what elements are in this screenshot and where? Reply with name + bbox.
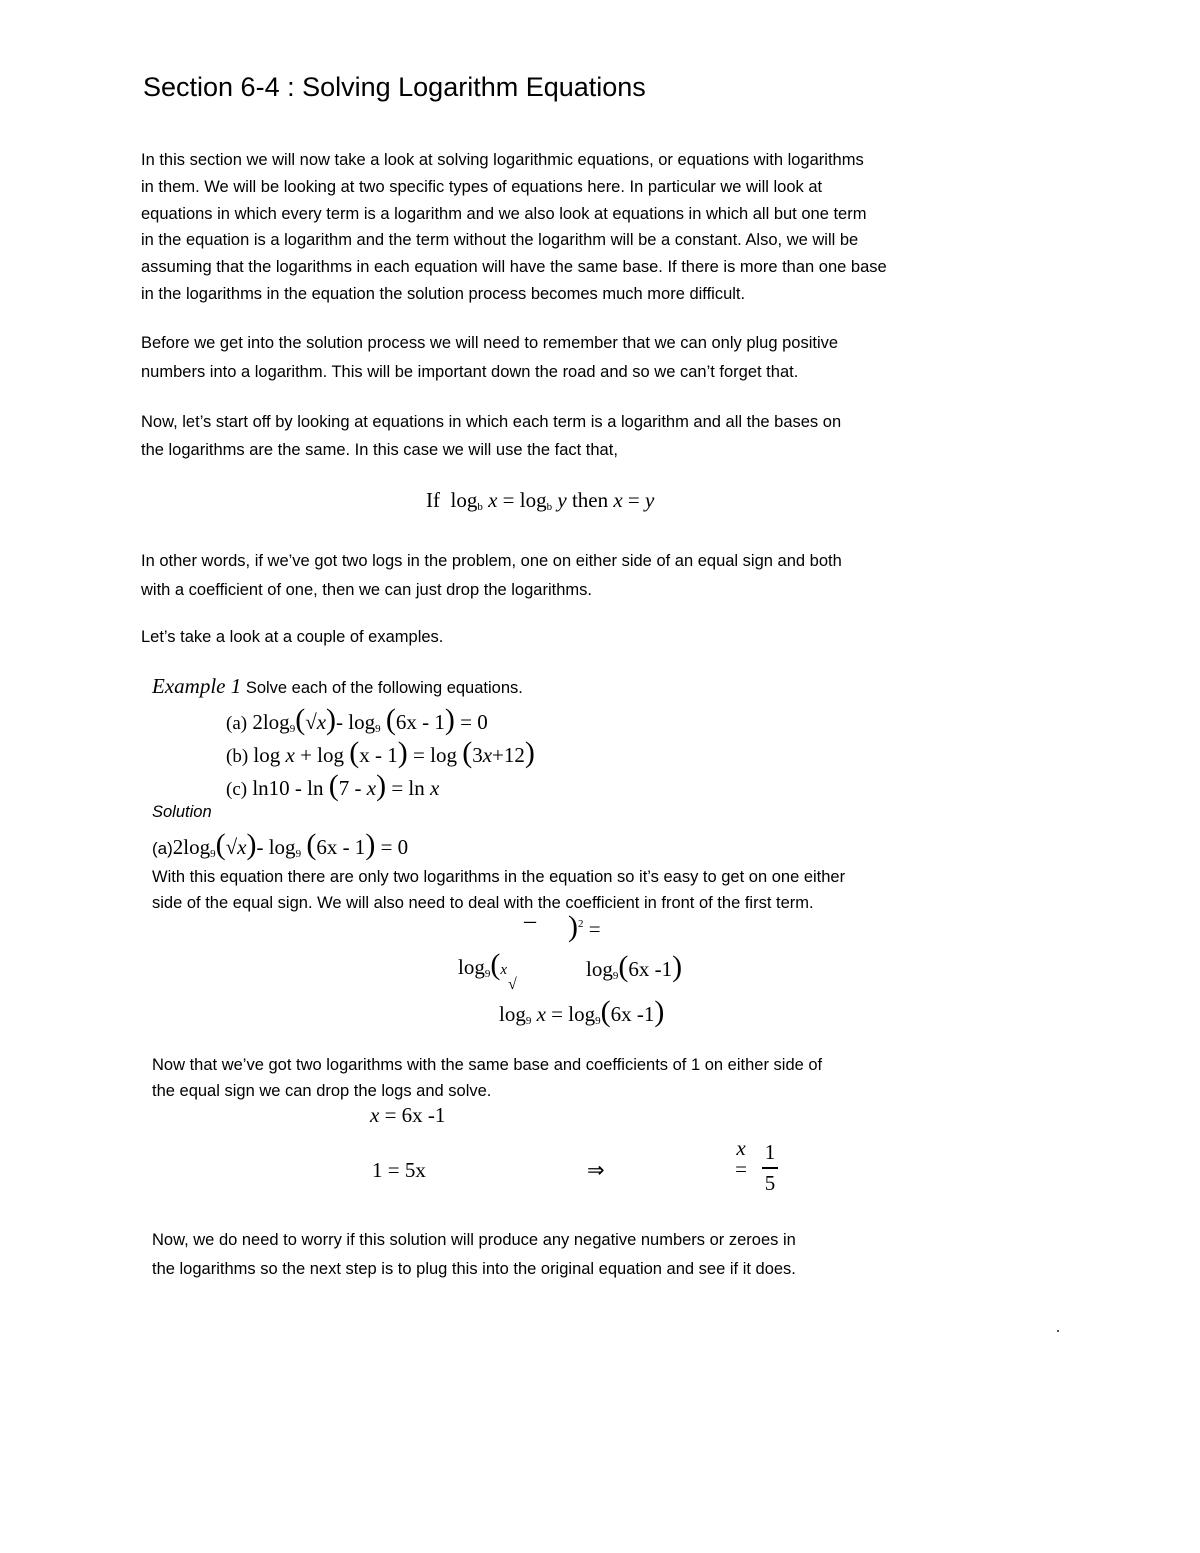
fraction <box>762 1140 778 1196</box>
example-item-a <box>226 703 488 737</box>
example-prompt: Solve each of the following equations. <box>245 679 523 697</box>
text-line: side of the equal sign. We will also need to deal with the coefficient in front of the first term. <box>152 894 814 912</box>
rule-base: b <box>546 501 553 513</box>
check-paragraph <box>152 1226 796 1284</box>
sqrt-icon: √ <box>305 710 317 734</box>
item-c-eq: = ln <box>391 776 425 800</box>
paren-left: ( <box>490 948 501 981</box>
paren-left: ( <box>618 950 629 983</box>
drop-and-solve-paragraph <box>152 1052 822 1104</box>
paren-right: ) <box>376 769 387 802</box>
item-b-x: x <box>285 743 295 767</box>
text-line: assuming that the logarithms in each equation will have the same base. If there is more than one base <box>141 258 887 277</box>
item-tag: (b) <box>226 746 249 767</box>
item-tag: (a) <box>226 713 248 734</box>
step-exponent: 2 <box>578 918 584 930</box>
paren-left: ( <box>600 995 611 1028</box>
text-line: in them. We will be looking at two specific types of equations here. In particular we will look at <box>141 177 823 196</box>
step-rhs-arg: 6x -1 <box>610 1002 655 1026</box>
example-item-b <box>226 736 535 770</box>
solve-result-x: x <box>736 1136 746 1160</box>
paren-left: ( <box>328 769 339 802</box>
sol-a-rhs: = 0 <box>380 835 409 859</box>
example-item-c <box>226 769 439 803</box>
solve-result-fraction <box>762 1140 778 1196</box>
text-line: the equal sign we can drop the logs and solve. <box>152 1082 492 1100</box>
sol-a-base: 9 <box>295 848 302 860</box>
stray-dot <box>1057 1330 1059 1332</box>
examples-intro: Let’s take a look at a couple of examples. <box>141 628 444 646</box>
rule-base: b <box>477 501 483 513</box>
text-line: Before we get into the solution process we will need to remember that we can only plug positive <box>141 334 839 352</box>
rule-equals: = <box>502 488 515 512</box>
paren-left: ( <box>306 828 317 861</box>
step-log: log <box>499 1002 526 1026</box>
step-log: log <box>458 955 485 979</box>
step-base: 9 <box>612 970 619 982</box>
same-base-paragraph <box>141 408 841 464</box>
step-rhs-arg: 6x -1 <box>628 957 673 981</box>
item-b-arg3a: 3 <box>472 743 483 767</box>
text-line: Now that we’ve got two logarithms with the same base and coefficients of 1 on either side of <box>152 1056 823 1074</box>
rule-y: y <box>557 488 567 512</box>
step-line-1 <box>458 948 507 982</box>
step-top-right <box>568 910 601 944</box>
item-b-arg2: x - 1 <box>359 743 398 767</box>
paren-right: ) <box>672 950 683 983</box>
paren-right: ) <box>397 736 408 769</box>
drop-logs-paragraph <box>141 547 842 605</box>
step-base: 9 <box>484 968 491 980</box>
item-tag: (c) <box>226 779 248 800</box>
text-line: Now, we do need to worry if this solution will produce any negative numbers or zeroes in <box>152 1231 796 1249</box>
item-a-base: 9 <box>375 723 381 735</box>
text-line: In other words, if we’ve got two logs in the problem, one on either side of an equal sign and both <box>141 552 842 570</box>
item-a-minus: - log <box>336 710 376 734</box>
item-b-log: log <box>253 743 281 767</box>
text-line: In this section we will now take a look at solving logarithmic equations, or equations with logarithms <box>141 151 864 169</box>
rule-x: x <box>488 488 498 512</box>
rule-y: y <box>645 488 655 512</box>
item-c-arg2b: x <box>366 776 377 800</box>
paren-right: ) <box>568 910 578 943</box>
item-c-x: x <box>430 776 440 800</box>
item-b-eq: = log <box>413 743 457 767</box>
paren-left: ( <box>462 736 473 769</box>
paren-right: ) <box>326 703 337 736</box>
step-equals: = <box>588 917 601 941</box>
log-equality-rule <box>426 488 654 513</box>
paren-right: ) <box>524 736 535 769</box>
step-base: 9 <box>595 1015 601 1027</box>
paren-left: ( <box>349 736 360 769</box>
solution-label: Solution <box>152 803 212 821</box>
rule-log: log <box>519 488 547 512</box>
rule-if: If <box>426 488 440 512</box>
text-line: the logarithms so the next step is to plug this into the original equation and see if it does. <box>152 1260 796 1278</box>
text-line: numbers into a logarithm. This will be important down the road and so we can’t forget that. <box>141 363 799 381</box>
solution-a-tag: (a) <box>152 839 173 858</box>
fraction-numerator: 1 <box>764 1140 776 1164</box>
sqrt-icon: √ <box>225 835 238 859</box>
paren-left: ( <box>295 703 306 736</box>
text-line: in the equation is a logarithm and the term without the logarithm will be a constant. Also, we will be <box>141 231 859 250</box>
positive-numbers-paragraph <box>141 329 838 387</box>
text-line: Now, let’s start off by looking at equations in which each term is a logarithm and all the bases on <box>141 413 842 431</box>
text-line: equations in which every term is a logarithm and we also look at equations in which all but one term <box>141 204 867 223</box>
text-line: the logarithms are the same. In this case we will use the fact that, <box>141 441 618 459</box>
page-title: Section 6-4 : Solving Logarithm Equations <box>143 72 646 102</box>
rule-then: then <box>571 488 609 512</box>
rule-x: x <box>613 488 623 512</box>
fraction-denominator: 5 <box>764 1171 776 1195</box>
paren-right: ) <box>654 995 665 1028</box>
solve-result-eq: = <box>735 1157 747 1181</box>
intro-paragraph <box>141 147 887 308</box>
item-a-radicand: x <box>316 710 327 734</box>
sol-a-arg2: 6x - 1 <box>316 835 366 859</box>
paren-right: ) <box>246 828 257 861</box>
implies-arrow-icon: ⇒ <box>587 1158 605 1182</box>
solve-x: x <box>370 1103 380 1127</box>
example-label: Example 1 <box>152 674 242 698</box>
item-a-arg2: 6x - 1 <box>395 710 445 734</box>
item-b-plus: + log <box>300 743 345 767</box>
item-a-rhs: = 0 <box>460 710 488 734</box>
paren-right: ) <box>444 703 455 736</box>
sol-a-radicand: x <box>237 835 247 859</box>
step-log: log <box>586 957 613 981</box>
solve-line-2: 1 = 5x <box>372 1158 426 1182</box>
step-line-1-rhs <box>586 950 682 984</box>
rule-log: log <box>450 488 478 512</box>
item-c-ln: ln10 - ln <box>252 776 324 800</box>
step-line-2 <box>499 995 664 1029</box>
example-heading <box>152 674 523 699</box>
step-dash: – <box>524 908 536 934</box>
solve-line-1 <box>370 1103 445 1128</box>
text-line: With this equation there are only two logarithms in the equation so it’s easy to get on one either <box>152 868 846 886</box>
paren-left: ( <box>215 828 226 861</box>
coefficient-paragraph <box>152 864 845 916</box>
step-base: 9 <box>525 1015 532 1027</box>
text-line: in the logarithms in the equation the solution process becomes much more difficult. <box>141 284 746 303</box>
fraction-bar <box>762 1167 778 1169</box>
solve-rest: = 6x -1 <box>384 1103 446 1127</box>
paren-left: ( <box>385 703 396 736</box>
solve-result-lhs <box>731 1136 751 1181</box>
item-b-arg3b: x <box>482 743 493 767</box>
text-line: with a coefficient of one, then we can just drop the logarithms. <box>141 581 592 599</box>
sqrt-icon: √ <box>508 976 517 993</box>
item-a-lead: 2log <box>252 710 290 734</box>
item-c-arg2a: 7 - <box>338 776 362 800</box>
sol-a-base: 9 <box>210 848 216 860</box>
paren-right: ) <box>365 828 376 861</box>
solution-a-equation <box>152 828 408 862</box>
item-a-base: 9 <box>289 723 296 735</box>
step-x: x <box>500 962 508 978</box>
step-x: x <box>536 1002 546 1026</box>
rule-equals: = <box>627 488 640 512</box>
step-line2-eq: = log <box>551 1002 596 1026</box>
item-b-arg3c: +12 <box>492 743 525 767</box>
sol-a-lead: 2log <box>172 835 211 859</box>
sol-a-minus: - log <box>256 835 296 859</box>
